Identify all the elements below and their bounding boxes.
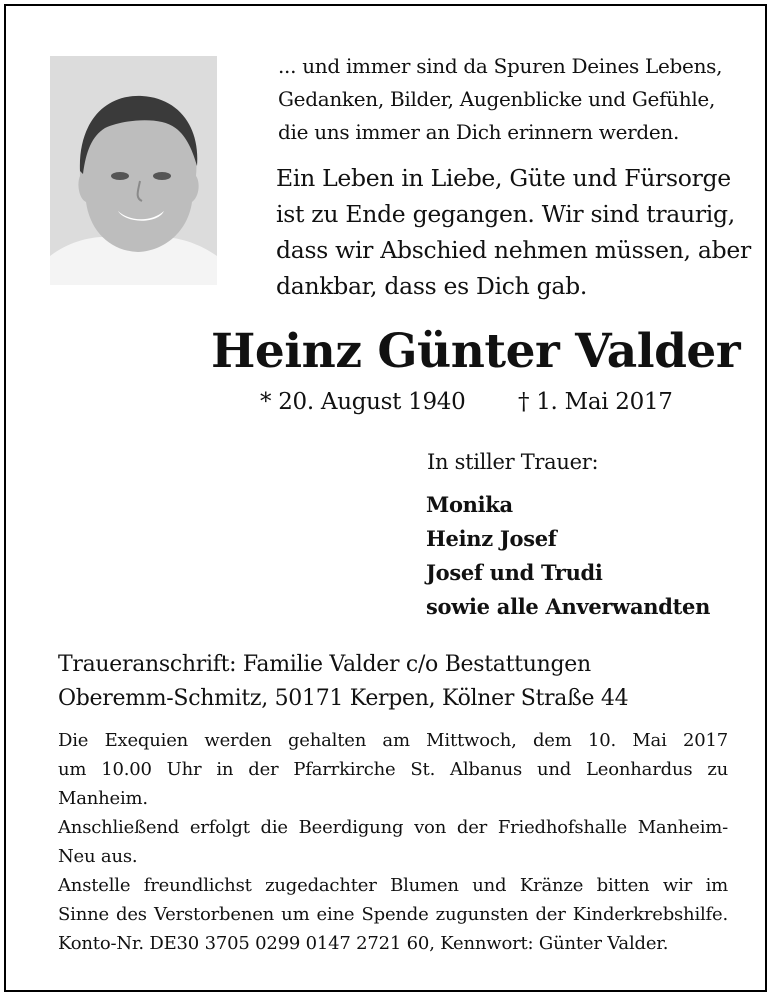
details-line: Neu aus. xyxy=(58,846,138,867)
details-line: Sinne des Verstorbenen um eine Spende zugunsten der Kinderkrebshilfe. xyxy=(58,904,728,925)
birth-date: * 20. August 1940 xyxy=(260,389,466,415)
mourning-address xyxy=(58,648,628,716)
details-line: Konto-Nr. DE30 3705 0299 0147 2721 60, Kennwort: Günter Valder. xyxy=(58,933,669,954)
details-line: Anstelle freundlichst zugedachter Blumen und Kränze bitten wir im xyxy=(58,875,728,896)
funeral-details xyxy=(58,726,728,958)
details-line: Anschließend erfolgt die Beerdigung von der Friedhofshalle Manheim- xyxy=(58,817,728,838)
address-line: Traueranschrift: Familie Valder c/o Bestattungen xyxy=(58,652,591,677)
poem-line: dankbar, dass es Dich gab. xyxy=(276,272,588,300)
quote-block xyxy=(278,50,722,149)
poem-block xyxy=(276,160,751,304)
mourner-name: Heinz Josef xyxy=(426,526,557,551)
quote-line: Gedanken, Bilder, Augenblicke und Gefühle, xyxy=(278,87,716,111)
poem-line: Ein Leben in Liebe, Güte und Fürsorge xyxy=(276,164,731,192)
details-line: um 10.00 Uhr in der Pfarrkirche St. Albanus und Leonhardus zu xyxy=(58,759,728,780)
mourner-name: Josef und Trudi xyxy=(426,560,603,585)
obituary-frame xyxy=(4,4,767,992)
quote-line: ... und immer sind da Spuren Deines Lebens, xyxy=(278,54,723,78)
deceased-name: Heinz Günter Valder xyxy=(211,324,741,379)
death-date: † 1. Mai 2017 xyxy=(518,389,673,415)
poem-line: dass wir Abschied nehmen müssen, aber xyxy=(276,236,751,264)
portrait-image xyxy=(50,56,217,285)
details-line: Manheim. xyxy=(58,788,148,809)
poem-line: ist zu Ende gegangen. Wir sind traurig, xyxy=(276,200,735,228)
details-line: Die Exequien werden gehalten am Mittwoch, dem 10. Mai 2017 xyxy=(58,730,728,751)
mourning-title: In stiller Trauer: xyxy=(427,450,599,474)
address-line: Oberemm-Schmitz, 50171 Kerpen, Kölner Straße 44 xyxy=(58,686,629,711)
mourner-name: sowie alle Anverwandten xyxy=(426,594,711,619)
portrait-photo xyxy=(50,56,217,285)
mourner-name: Monika xyxy=(426,492,513,517)
quote-line: die uns immer an Dich erinnern werden. xyxy=(278,120,680,144)
mourners-list xyxy=(426,488,710,624)
